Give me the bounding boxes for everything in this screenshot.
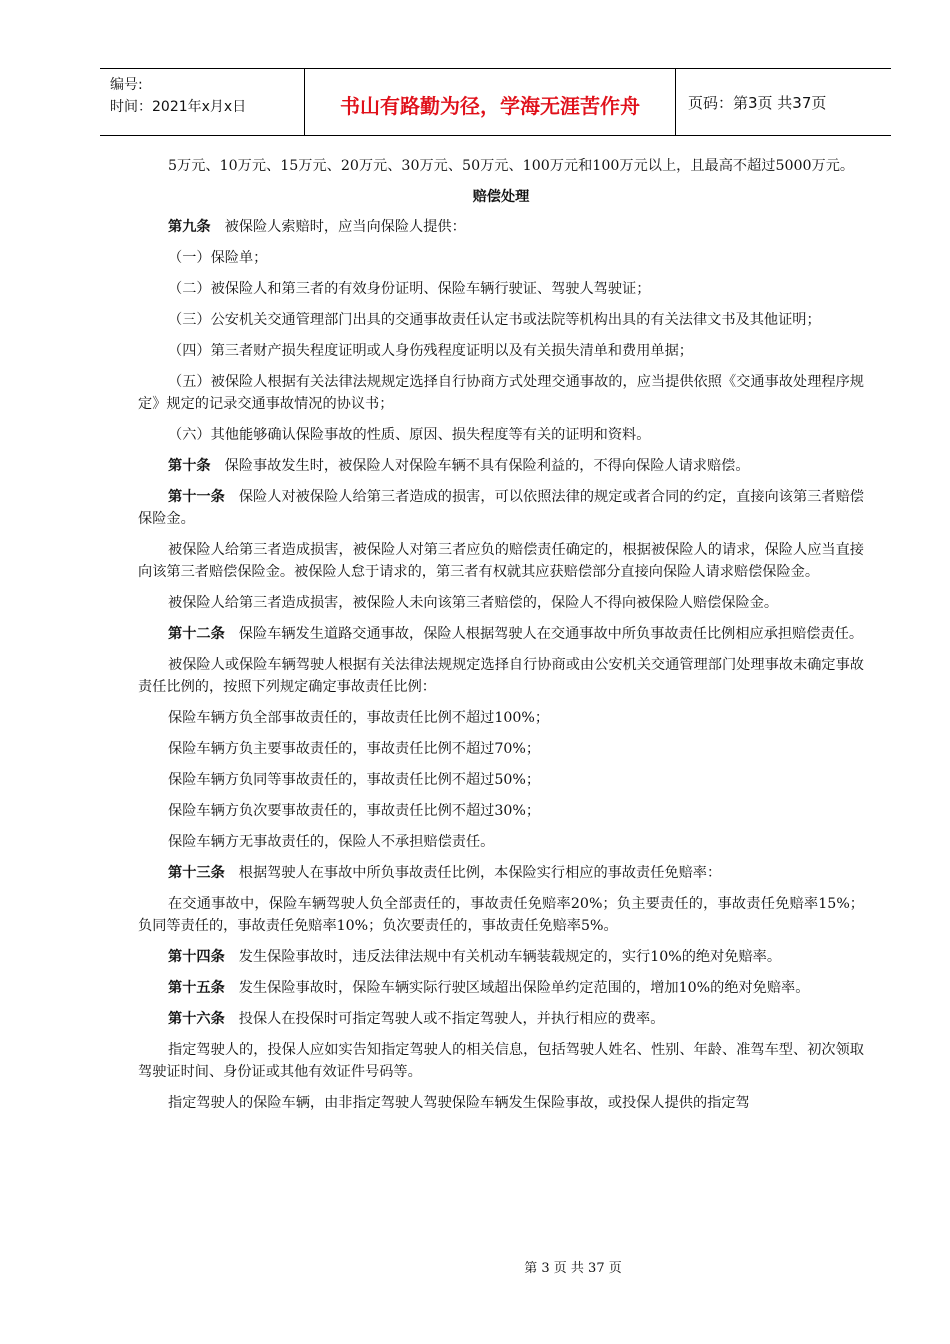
rule-item: 保险车辆方负全部事故责任的，事故责任比例不超过100%； bbox=[168, 710, 550, 726]
list-item: （五）被保险人根据有关法律法规规定选择自行协商方式处理交通事故的，应当提供依照《交通事故处理程序规定》规定的记录交通事故情况的协议书； bbox=[138, 374, 864, 412]
list-item: （二）被保险人和第三者的有效身份证明、保险车辆行驶证、驾驶人驾驶证； bbox=[168, 281, 651, 297]
header-meta bbox=[110, 74, 246, 118]
article-label: 第十一条 bbox=[168, 489, 225, 505]
footer-page-number: 第 3 页 共 37 页 bbox=[524, 1261, 622, 1276]
rule-item: 保险车辆方负次要事故责任的，事故责任比例不超过30%； bbox=[168, 803, 541, 819]
rule-item: 保险车辆方负同等事故责任的，事故责任比例不超过50%； bbox=[168, 772, 541, 788]
paragraph: 被保险人给第三者造成损害，被保险人未向该第三者赔偿的，保险人不得向被保险人赔偿保险金。 bbox=[168, 595, 779, 611]
article-14 bbox=[138, 946, 864, 968]
paragraph: 在交通事故中，保险车辆驾驶人负全部责任的，事故责任免赔率20%；负主要责任的，事故责任免赔率15%；负同等责任的，事故责任免赔率10%；负次要责任的，事故责任免赔率5%。 bbox=[138, 896, 864, 934]
document-body bbox=[138, 155, 864, 1123]
header-page-info: 页码：第3页 共37页 bbox=[688, 94, 827, 112]
paragraph: 指定驾驶人的，投保人应如实告知指定驾驶人的相关信息，包括驾驶人姓名、性别、年龄、准驾车型、初次领取驾驶证时间、身份证或其他有效证件号码等。 bbox=[138, 1042, 864, 1080]
header-divider bbox=[675, 68, 676, 136]
header-motto: 书山有路勤为径，学海无涯苦作舟 bbox=[340, 94, 640, 118]
rule-item: 保险车辆方负主要事故责任的，事故责任比例不超过70%； bbox=[168, 741, 541, 757]
article-13 bbox=[138, 862, 864, 884]
article-label: 第九条 bbox=[168, 219, 211, 235]
list-item: （三）公安机关交通管理部门出具的交通事故责任认定书或法院等机构出具的有关法律文书及其他证明； bbox=[168, 312, 821, 328]
article-11 bbox=[138, 486, 864, 530]
paragraph: 被保险人给第三者造成损害，被保险人对第三者应负的赔偿责任确定的，根据被保险人的请求，保险人应当直接向该第三者赔偿保险金。被保险人怠于请求的，第三者有权就其应获赔偿部分直接向保险人请求赔偿保险金。 bbox=[138, 542, 864, 580]
header-bottom-rule bbox=[100, 135, 891, 136]
list-item: （四）第三者财产损失程度证明或人身伤残程度证明以及有关损失清单和费用单据； bbox=[168, 343, 693, 359]
article-label: 第十四条 bbox=[168, 949, 225, 965]
article-12 bbox=[138, 623, 864, 645]
rule-item: 保险车辆方无事故责任的，保险人不承担赔偿责任。 bbox=[168, 834, 495, 850]
list-item: （六）其他能够确认保险事故的性质、原因、损失程度等有关的证明和资料。 bbox=[168, 427, 651, 443]
header-time: 时间：2021年x月x日 bbox=[110, 99, 247, 115]
article-10 bbox=[138, 455, 864, 477]
article-9 bbox=[138, 216, 864, 238]
page-footer bbox=[0, 1257, 950, 1276]
article-16 bbox=[138, 1008, 864, 1030]
article-text: 投保人在投保时可指定驾驶人或不指定驾驶人，并执行相应的费率。 bbox=[238, 1011, 665, 1027]
paragraph: 被保险人或保险车辆驾驶人根据有关法律法规规定选择自行协商或由公安机关交通管理部门处理事故未确定事故责任比例的，按照下列规定确定事故责任比例： bbox=[138, 657, 864, 695]
header-top-rule bbox=[100, 68, 891, 69]
article-label: 第十条 bbox=[168, 458, 211, 474]
article-label: 第十五条 bbox=[168, 980, 225, 996]
article-text: 发生保险事故时，保险车辆实际行驶区域超出保险单约定范围的，增加10%的绝对免赔率。 bbox=[238, 980, 810, 996]
article-label: 第十三条 bbox=[168, 865, 225, 881]
header-number-label: 编号: bbox=[110, 77, 143, 93]
article-15 bbox=[138, 977, 864, 999]
article-text: 被保险人索赔时，应当向保险人提供： bbox=[224, 219, 466, 235]
paragraph: 指定驾驶人的保险车辆，由非指定驾驶人驾驶保险车辆发生保险事故，或投保人提供的指定驾 bbox=[168, 1095, 750, 1111]
article-text: 根据驾驶人在事故中所负事故责任比例，本保险实行相应的事故责任免赔率： bbox=[238, 865, 722, 881]
list-item: （一）保险单； bbox=[168, 250, 268, 266]
article-text: 保险人对被保险人给第三者造成的损害，可以依照法律的规定或者合同的约定，直接向该第三者赔偿保险金。 bbox=[138, 489, 864, 527]
article-text: 保险事故发生时，被保险人对保险车辆不具有保险利益的，不得向保险人请求赔偿。 bbox=[224, 458, 750, 474]
article-text: 发生保险事故时，违反法律法规中有关机动车辆装载规定的，实行10%的绝对免赔率。 bbox=[238, 949, 782, 965]
header-divider bbox=[304, 68, 305, 136]
page-header bbox=[100, 68, 891, 136]
section-title: 赔偿处理 bbox=[472, 189, 530, 205]
article-text: 保险车辆发生道路交通事故，保险人根据驾驶人在交通事故中所负事故责任比例相应承担赔偿责任。 bbox=[238, 626, 864, 642]
article-label: 第十二条 bbox=[168, 626, 225, 642]
article-label: 第十六条 bbox=[168, 1011, 225, 1027]
paragraph: 5万元、10万元、15万元、20万元、30万元、50万元、100万元和100万元以上，且最高不超过5000万元。 bbox=[168, 158, 855, 174]
